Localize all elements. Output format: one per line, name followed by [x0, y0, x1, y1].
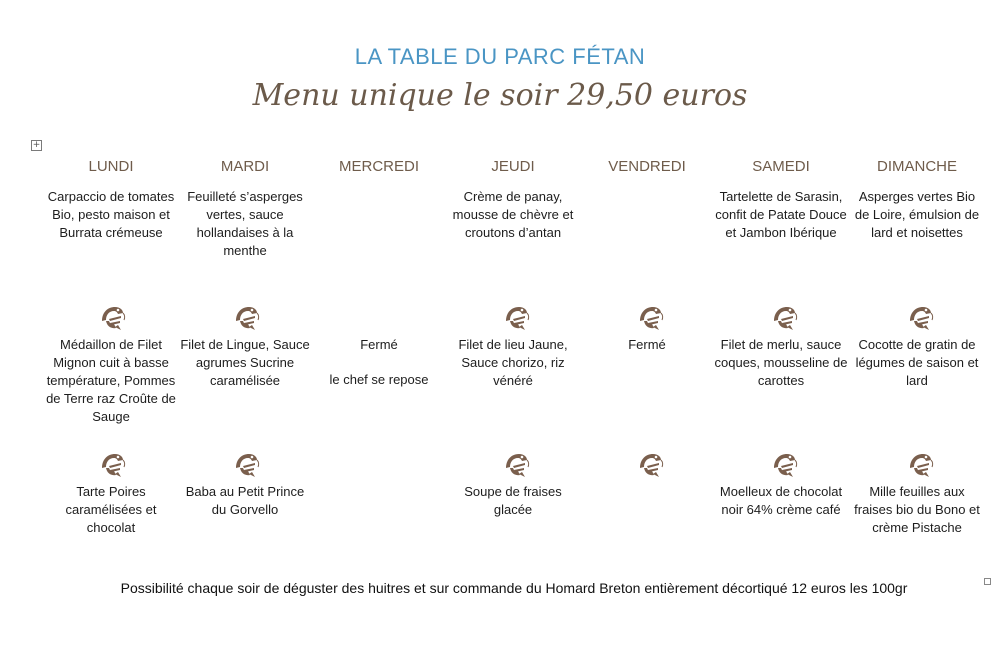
shrimp-icon — [768, 303, 798, 333]
day-header-jeudi: JEUDI — [491, 158, 535, 175]
footer-note: Possibilité chaque soir de déguster des huitres et sur commande du Homard Breton entièrement décortiqué 12 euros les 100gr — [120, 580, 908, 596]
shrimp-icon — [634, 303, 664, 333]
starter-jeudi: Crème de panay, mousse de chèvre et croutons d’antan — [452, 189, 574, 240]
dessert-samedi: Moelleux de chocolat noir 64% crème café — [719, 484, 843, 517]
move-table-icon[interactable]: + — [32, 140, 41, 150]
shrimp-icon — [230, 450, 260, 480]
shrimp-icon — [904, 450, 934, 480]
main-jeudi: Filet de lieu Jaune, Sauce chorizo, riz vénéré — [458, 337, 568, 388]
starter-mardi: Feuilleté s’asperges vertes, sauce hollandaises à la menthe — [187, 189, 303, 258]
page-title: LA TABLE DU PARC FÉTAN — [354, 44, 646, 69]
closed-note-mercredi: le chef se repose — [329, 372, 429, 387]
shrimp-icon — [96, 450, 126, 480]
shrimp-icon — [904, 303, 934, 333]
day-header-mardi: MARDI — [220, 158, 270, 175]
day-header-lundi: LUNDI — [88, 158, 134, 175]
day-header-samedi: SAMEDI — [752, 158, 810, 175]
shrimp-icon — [768, 450, 798, 480]
main-dimanche: Cocotte de gratin de légumes de saison et lard — [855, 337, 979, 388]
dessert-jeudi: Soupe de fraises glacée — [464, 484, 562, 517]
dessert-mardi: Baba au Petit Prince du Gorvello — [185, 484, 305, 517]
main-lundi: Médaillon de Filet Mignon cuit à basse température, Pommes de Terre raz Croûte de Sauge — [46, 337, 176, 424]
shrimp-icon — [96, 303, 126, 333]
starter-samedi: Tartelette de Sarasin, confit de Patate Douce et Jambon Ibérique — [715, 189, 847, 240]
shrimp-icon — [500, 450, 530, 480]
starter-lundi: Carpaccio de tomates Bio, pesto maison et Burrata crémeuse — [47, 189, 175, 240]
dessert-lundi: Tarte Poires caramélisées et chocolat — [65, 484, 157, 535]
menu-price-subtitle: Menu unique le soir 29,50 euros — [252, 78, 748, 113]
day-header-dimanche: DIMANCHE — [876, 158, 957, 175]
main-mardi: Filet de Lingue, Sauce agrumes Sucrine caramélisée — [180, 337, 310, 388]
starter-dimanche: Asperges vertes Bio de Loire, émulsion de lard et noisettes — [854, 189, 980, 240]
shrimp-icon — [500, 303, 530, 333]
shrimp-icon — [634, 450, 664, 480]
day-header-mercredi: MERCREDI — [338, 158, 419, 175]
main-vendredi: Fermé — [628, 337, 666, 352]
shrimp-icon — [230, 303, 260, 333]
cell-end-marker — [984, 578, 991, 585]
day-header-vendredi: VENDREDI — [608, 158, 686, 175]
dessert-dimanche: Mille feuilles aux fraises bio du Bono et crème Pistache — [854, 484, 980, 535]
main-mercredi: Fermé — [360, 337, 398, 352]
main-samedi: Filet de merlu, sauce coques, mousseline de carottes — [714, 337, 848, 388]
